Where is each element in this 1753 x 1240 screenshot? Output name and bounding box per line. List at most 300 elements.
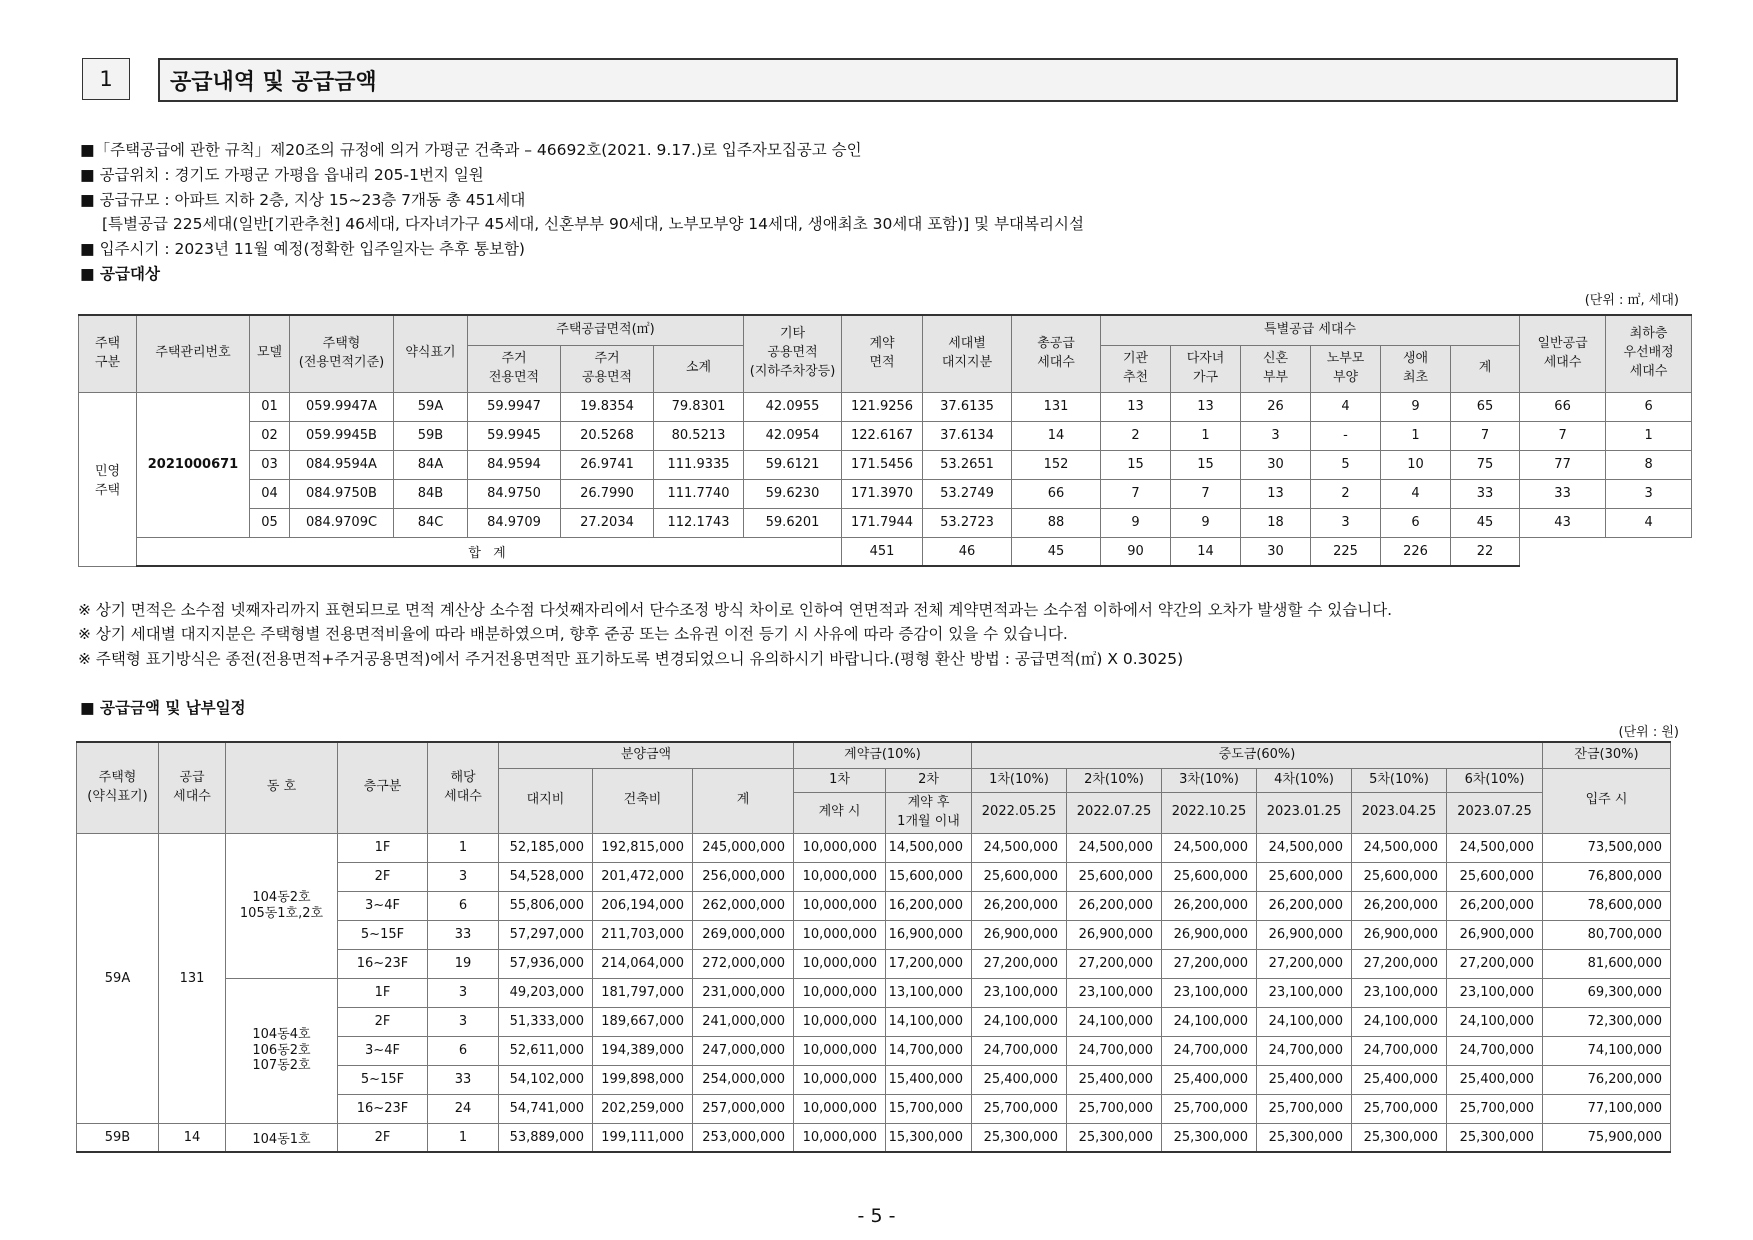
table-cell: 25,600,000	[1447, 862, 1543, 891]
table-cell: 254,000,000	[693, 1065, 794, 1094]
th-interim-payment: 중도금(60%)	[972, 742, 1543, 768]
table-cell: 77,100,000	[1543, 1094, 1671, 1123]
table-cell: 26,900,000	[1067, 920, 1162, 949]
th-building-cost: 건축비	[593, 768, 693, 833]
table-cell: 1	[428, 1123, 499, 1152]
table-cell: 59.9947	[468, 392, 561, 421]
table-cell: 73,500,000	[1543, 833, 1671, 862]
table-cell: 13	[1171, 392, 1241, 421]
table-cell: 27,200,000	[1447, 949, 1543, 978]
table-cell: 7	[1171, 479, 1241, 508]
table-cell: 24,100,000	[1352, 1007, 1447, 1036]
table-cell: 59.6121	[744, 450, 842, 479]
table-cell: 23,100,000	[1162, 978, 1257, 1007]
table-cell: 84C	[394, 508, 468, 537]
table-cell: 25,300,000	[1352, 1123, 1447, 1152]
table-total-row	[79, 537, 1692, 566]
table-cell: 253,000,000	[693, 1123, 794, 1152]
bullet-special-supply: [특별공급 225세대(일반[기관추천] 46세대, 다자녀가구 45세대, 신혼부부 90세대, 노부모부양 14세대, 생애최초 30세대 포함)] 및 부대복리시설	[102, 215, 1084, 233]
table-cell: 5~15F	[338, 920, 428, 949]
table-cell: 6	[428, 891, 499, 920]
th-newlywed: 신혼 부부	[1241, 345, 1311, 392]
table-cell: 3	[428, 862, 499, 891]
table-cell: 03	[250, 450, 290, 479]
table-cell: 53.2749	[923, 479, 1012, 508]
th-down-2nd-when: 계약 후 1개월 이내	[886, 792, 972, 833]
table-cell: 84.9594	[468, 450, 561, 479]
price-schedule-table	[76, 741, 1671, 1153]
table-cell: 84.9709	[468, 508, 561, 537]
table-cell: 15	[1171, 450, 1241, 479]
table-cell: 51,333,000	[499, 1007, 593, 1036]
table-cell: 199,111,000	[593, 1123, 693, 1152]
th-general-supply: 일반공급 세대수	[1520, 315, 1606, 392]
table-cell: 23,100,000	[1067, 978, 1162, 1007]
th-total-supply: 총공급 세대수	[1012, 315, 1101, 392]
th-interim-6: 6차(10%)	[1447, 768, 1543, 792]
table-cell: 214,064,000	[593, 949, 693, 978]
table-cell: 272,000,000	[693, 949, 794, 978]
th-area-subtotal: 소계	[654, 345, 744, 392]
table-cell: 27,200,000	[1257, 949, 1352, 978]
table-cell: 10,000,000	[794, 891, 886, 920]
table-cell: 194,389,000	[593, 1036, 693, 1065]
table-cell: 9	[1381, 392, 1451, 421]
table-cell: 19.8354	[561, 392, 654, 421]
table-row	[79, 508, 1692, 537]
table-cell: 6	[1381, 508, 1451, 537]
th-interim-5-date: 2023.04.25	[1352, 792, 1447, 833]
table-cell: 25,700,000	[1162, 1094, 1257, 1123]
table-cell: 65	[1451, 392, 1520, 421]
table-cell: 084.9750B	[290, 479, 394, 508]
table-cell: 24,500,000	[1447, 833, 1543, 862]
building-unit-cell: 104동4호 106동2호 107동2호	[226, 978, 338, 1123]
building-unit-cell: 104동2호 105동1호,2호	[226, 833, 338, 978]
table-cell: 76,800,000	[1543, 862, 1671, 891]
th-other-common-area: 기타 공용면적 (지하주차장등)	[744, 315, 842, 392]
th-land-share: 세대별 대지지분	[923, 315, 1012, 392]
table-cell: 4	[1606, 508, 1692, 537]
page-number: - 5 -	[857, 1205, 896, 1227]
table-cell: 10,000,000	[794, 1036, 886, 1065]
table-cell: 201,472,000	[593, 862, 693, 891]
table-row	[79, 450, 1692, 479]
table-cell: 059.9947A	[290, 392, 394, 421]
table-cell: 27.2034	[561, 508, 654, 537]
table-cell: 10,000,000	[794, 1007, 886, 1036]
th-interim-3: 3차(10%)	[1162, 768, 1257, 792]
th-interim-5: 5차(10%)	[1352, 768, 1447, 792]
table-cell: 13	[1241, 479, 1311, 508]
price-schedule-title: ■ 공급금액 및 납부일정	[80, 699, 246, 717]
type-cell: 59A	[77, 833, 159, 1123]
table-cell: 059.9945B	[290, 421, 394, 450]
table-cell: 16~23F	[338, 1094, 428, 1123]
table-cell: 262,000,000	[693, 891, 794, 920]
table-cell: -	[1311, 421, 1381, 450]
table-cell: 84B	[394, 479, 468, 508]
table-cell: 59.6201	[744, 508, 842, 537]
table-cell: 01	[250, 392, 290, 421]
table-cell: 1	[1381, 421, 1451, 450]
table-cell: 23,100,000	[1352, 978, 1447, 1007]
table-cell: 24,100,000	[1067, 1007, 1162, 1036]
table-cell: 9	[1171, 508, 1241, 537]
table-cell: 88	[1012, 508, 1101, 537]
bullet-location: ■ 공급위치 : 경기도 가평군 가평읍 읍내리 205-1번지 일원	[80, 166, 484, 184]
th-land-cost: 대지비	[499, 768, 593, 833]
table-cell: 53.2651	[923, 450, 1012, 479]
table-cell: 66	[1520, 392, 1606, 421]
table-cell: 26,900,000	[972, 920, 1067, 949]
table-cell: 55,806,000	[499, 891, 593, 920]
table-cell: 20.5268	[561, 421, 654, 450]
table-cell: 26,200,000	[1447, 891, 1543, 920]
table-cell: 26,900,000	[1257, 920, 1352, 949]
table-cell: 3	[428, 978, 499, 1007]
table-cell: 121.9256	[842, 392, 923, 421]
table-cell: 15,600,000	[886, 862, 972, 891]
table-cell: 25,700,000	[1067, 1094, 1162, 1123]
table-cell: 37.6134	[923, 421, 1012, 450]
table-cell: 256,000,000	[693, 862, 794, 891]
bullet-approval: ■「주택공급에 관한 규칙」제20조의 규정에 의거 가평군 건축과 – 46692호(2021. 9.17.)로 입주자모집공고 승인	[80, 141, 862, 159]
table-cell: 25,300,000	[1067, 1123, 1162, 1152]
bullet-scale: ■ 공급규모 : 아파트 지하 2층, 지상 15~23층 7개동 총 451세대	[80, 191, 526, 209]
table-row	[79, 479, 1692, 508]
table-row	[79, 421, 1692, 450]
table-cell: 2F	[338, 1007, 428, 1036]
table-cell: 24,700,000	[1162, 1036, 1257, 1065]
table-row	[77, 833, 1671, 862]
total-cell: 90	[1101, 537, 1171, 566]
table-cell: 25,300,000	[1257, 1123, 1352, 1152]
table-cell: 59.6230	[744, 479, 842, 508]
table-cell: 25,700,000	[1352, 1094, 1447, 1123]
th-sale-price: 분양금액	[499, 742, 794, 768]
table-cell: 75	[1451, 450, 1520, 479]
table-cell: 53,889,000	[499, 1123, 593, 1152]
table-cell: 2F	[338, 862, 428, 891]
table-cell: 24,700,000	[1257, 1036, 1352, 1065]
table-cell: 122.6167	[842, 421, 923, 450]
table-cell: 26.9741	[561, 450, 654, 479]
total-cell: 22	[1451, 537, 1520, 566]
table-cell: 14,500,000	[886, 833, 972, 862]
table-cell: 57,936,000	[499, 949, 593, 978]
table-cell: 8	[1606, 450, 1692, 479]
table-cell: 13,100,000	[886, 978, 972, 1007]
th-balance: 잔금(30%)	[1543, 742, 1671, 768]
table-cell: 19	[428, 949, 499, 978]
table-cell: 171.5456	[842, 450, 923, 479]
total-cell: 45	[1012, 537, 1101, 566]
th-interim-3-date: 2022.10.25	[1162, 792, 1257, 833]
th-multi-child: 다자녀 가구	[1171, 345, 1241, 392]
total-cell: 451	[842, 537, 923, 566]
section-title: 공급내역 및 공급금액	[158, 58, 1678, 102]
table-cell: 14	[1012, 421, 1101, 450]
th-down-payment: 계약금(10%)	[794, 742, 972, 768]
table-cell: 6	[428, 1036, 499, 1065]
table-cell: 25,600,000	[1257, 862, 1352, 891]
table-cell: 25,400,000	[1352, 1065, 1447, 1094]
table-cell: 10,000,000	[794, 949, 886, 978]
table-cell: 6	[1606, 392, 1692, 421]
note-land-share: ※ 상기 세대별 대지지분은 주택형별 전용면적비율에 따라 배분하였으며, 향후 준공 또는 소유권 이전 등기 시 사유에 따라 증감이 있을 수 있습니다.	[78, 625, 1068, 643]
table-cell: 25,300,000	[972, 1123, 1067, 1152]
table-cell: 3~4F	[338, 891, 428, 920]
table-cell: 3	[1606, 479, 1692, 508]
table-cell: 25,600,000	[1067, 862, 1162, 891]
table-cell: 3	[428, 1007, 499, 1036]
table-cell: 24,500,000	[1067, 833, 1162, 862]
table-cell: 10,000,000	[794, 833, 886, 862]
table-cell: 25,400,000	[972, 1065, 1067, 1094]
table-cell: 152	[1012, 450, 1101, 479]
table-cell: 1F	[338, 978, 428, 1007]
table-cell: 17,200,000	[886, 949, 972, 978]
table-cell: 84.9750	[468, 479, 561, 508]
table-cell: 33	[428, 1065, 499, 1094]
table-cell: 192,815,000	[593, 833, 693, 862]
table-cell: 54,741,000	[499, 1094, 593, 1123]
table-cell: 131	[1012, 392, 1101, 421]
table-cell: 25,600,000	[1162, 862, 1257, 891]
table-cell: 72,300,000	[1543, 1007, 1671, 1036]
table-cell: 111.9335	[654, 450, 744, 479]
table-cell: 10	[1381, 450, 1451, 479]
table-cell: 24,500,000	[1257, 833, 1352, 862]
table-cell: 24,500,000	[1162, 833, 1257, 862]
th-housing-category: 주택 구분	[79, 315, 137, 392]
supply-units-cell: 131	[159, 833, 226, 1123]
table-cell: 24,700,000	[1067, 1036, 1162, 1065]
table-cell: 1F	[338, 833, 428, 862]
th-institution: 기관 추천	[1101, 345, 1171, 392]
table-cell: 2F	[338, 1123, 428, 1152]
th-interim-2-date: 2022.07.25	[1067, 792, 1162, 833]
table-cell: 25,400,000	[1162, 1065, 1257, 1094]
table-cell: 84A	[394, 450, 468, 479]
table-cell: 16,200,000	[886, 891, 972, 920]
th-price-sum: 계	[693, 768, 794, 833]
table-cell: 25,700,000	[1447, 1094, 1543, 1123]
th-interim-4: 4차(10%)	[1257, 768, 1352, 792]
table-cell: 24,100,000	[972, 1007, 1067, 1036]
table-cell: 30	[1241, 450, 1311, 479]
th-special-supply: 특별공급 세대수	[1101, 315, 1520, 345]
table-cell: 084.9594A	[290, 450, 394, 479]
bullet-move-in: ■ 입주시기 : 2023년 11월 예정(정확한 입주일자는 추후 통보함)	[80, 240, 525, 258]
table-cell: 24,100,000	[1257, 1007, 1352, 1036]
table-cell: 15	[1101, 450, 1171, 479]
table-cell: 26,900,000	[1162, 920, 1257, 949]
table-cell: 26	[1241, 392, 1311, 421]
table-row	[77, 978, 1671, 1007]
table-cell: 80,700,000	[1543, 920, 1671, 949]
unit-label-area: (단위 : ㎡, 세대)	[1584, 293, 1679, 308]
th-floor-range: 층구분	[338, 742, 428, 833]
table-cell: 25,700,000	[1257, 1094, 1352, 1123]
table-cell: 1	[1171, 421, 1241, 450]
total-cell: 14	[1171, 537, 1241, 566]
table-cell: 76,200,000	[1543, 1065, 1671, 1094]
total-cell: 225	[1311, 537, 1381, 566]
table-cell: 59B	[394, 421, 468, 450]
table-cell: 75,900,000	[1543, 1123, 1671, 1152]
th-abbreviation: 약식표기	[394, 315, 468, 392]
table-cell: 4	[1381, 479, 1451, 508]
table-cell: 59A	[394, 392, 468, 421]
table-cell: 42.0954	[744, 421, 842, 450]
table-cell: 24,700,000	[1352, 1036, 1447, 1065]
th-special-total: 계	[1451, 345, 1520, 392]
table-cell: 1	[428, 833, 499, 862]
table-cell: 247,000,000	[693, 1036, 794, 1065]
table-cell: 3	[1311, 508, 1381, 537]
table-cell: 111.7740	[654, 479, 744, 508]
table-cell: 23,100,000	[1447, 978, 1543, 1007]
table-cell: 54,528,000	[499, 862, 593, 891]
table-cell: 3~4F	[338, 1036, 428, 1065]
th-elderly-parents: 노부모 부양	[1311, 345, 1381, 392]
table-cell: 231,000,000	[693, 978, 794, 1007]
supply-target-title: ■ 공급대상	[80, 265, 160, 283]
table-cell: 37.6135	[923, 392, 1012, 421]
table-cell: 49,203,000	[499, 978, 593, 1007]
table-cell: 10,000,000	[794, 920, 886, 949]
total-label-cell: 합 계	[137, 537, 842, 566]
note-type-notation: ※ 주택형 표기방식은 종전(전용면적+주거공용면적)에서 주거전용면적만 표기하도록 변경되었으니 유의하시기 바랍니다.(평형 환산 방법 : 공급면적(㎡) X 0.3025)	[78, 650, 1184, 668]
table-cell: 211,703,000	[593, 920, 693, 949]
table-cell: 52,185,000	[499, 833, 593, 862]
table-cell: 10,000,000	[794, 1123, 886, 1152]
table-cell: 10,000,000	[794, 862, 886, 891]
table-cell: 26,200,000	[1352, 891, 1447, 920]
table-cell: 18	[1241, 508, 1311, 537]
table-cell: 25,600,000	[972, 862, 1067, 891]
section-number: 1	[82, 58, 130, 100]
th-unit-count: 해당 세대수	[428, 742, 499, 833]
table-cell: 52,611,000	[499, 1036, 593, 1065]
table-cell: 33	[1451, 479, 1520, 508]
th-contract-area: 계약 면적	[842, 315, 923, 392]
table-cell: 5~15F	[338, 1065, 428, 1094]
table-cell: 25,400,000	[1447, 1065, 1543, 1094]
table-cell: 26,200,000	[1067, 891, 1162, 920]
table-cell: 53.2723	[923, 508, 1012, 537]
table-cell: 25,700,000	[972, 1094, 1067, 1123]
table-cell: 33	[428, 920, 499, 949]
table-cell: 7	[1520, 421, 1606, 450]
table-cell: 25,600,000	[1352, 862, 1447, 891]
table-cell: 80.5213	[654, 421, 744, 450]
table-cell: 54,102,000	[499, 1065, 593, 1094]
table-cell: 1	[1606, 421, 1692, 450]
table-cell: 27,200,000	[1067, 949, 1162, 978]
th-lowest-floor-priority: 최하층 우선배정 세대수	[1606, 315, 1692, 392]
table-cell: 245,000,000	[693, 833, 794, 862]
unit-label-won: (단위 : 원)	[1618, 725, 1679, 740]
table-cell: 14,700,000	[886, 1036, 972, 1065]
table-cell: 4	[1311, 392, 1381, 421]
table-cell: 77	[1520, 450, 1606, 479]
table-cell: 14	[159, 1123, 226, 1152]
table-cell: 24,100,000	[1162, 1007, 1257, 1036]
table-cell: 23,100,000	[972, 978, 1067, 1007]
table-cell: 171.3970	[842, 479, 923, 508]
table-cell: 25,300,000	[1447, 1123, 1543, 1152]
table-cell: 3	[1241, 421, 1311, 450]
table-cell: 66	[1012, 479, 1101, 508]
table-cell: 25,400,000	[1257, 1065, 1352, 1094]
table-cell: 26,200,000	[1257, 891, 1352, 920]
th-model: 모델	[250, 315, 290, 392]
table-cell: 69,300,000	[1543, 978, 1671, 1007]
table-cell: 42.0955	[744, 392, 842, 421]
table-cell: 24,100,000	[1447, 1007, 1543, 1036]
table-cell: 59B	[77, 1123, 159, 1152]
table-cell: 26,200,000	[1162, 891, 1257, 920]
table-cell: 57,297,000	[499, 920, 593, 949]
th-interim-2: 2차(10%)	[1067, 768, 1162, 792]
table-cell: 26.7990	[561, 479, 654, 508]
table-cell: 5	[1311, 450, 1381, 479]
total-cell: 226	[1381, 537, 1451, 566]
supply-target-table	[78, 314, 1692, 567]
table-cell: 23,100,000	[1257, 978, 1352, 1007]
table-cell: 05	[250, 508, 290, 537]
th-exclusive-area: 주거 전용면적	[468, 345, 561, 392]
table-cell: 2	[1101, 421, 1171, 450]
table-cell: 24,500,000	[1352, 833, 1447, 862]
th-first-time: 생애 최초	[1381, 345, 1451, 392]
table-cell: 202,259,000	[593, 1094, 693, 1123]
table-cell: 24	[428, 1094, 499, 1123]
table-cell: 199,898,000	[593, 1065, 693, 1094]
housing-category-cell: 민영 주택	[79, 392, 137, 566]
th-interim-1: 1차(10%)	[972, 768, 1067, 792]
th-supply-area: 주택공급면적(㎡)	[468, 315, 744, 345]
table-cell: 10,000,000	[794, 1065, 886, 1094]
table-cell: 181,797,000	[593, 978, 693, 1007]
th-common-area: 주거 공용면적	[561, 345, 654, 392]
table-cell: 084.9709C	[290, 508, 394, 537]
th-housing-type: 주택형 (전용면적기준)	[290, 315, 394, 392]
table-cell: 81,600,000	[1543, 949, 1671, 978]
table-cell: 10,000,000	[794, 978, 886, 1007]
table-cell: 15,400,000	[886, 1065, 972, 1094]
table-cell: 24,500,000	[972, 833, 1067, 862]
table-cell: 27,200,000	[1162, 949, 1257, 978]
table-cell: 25,400,000	[1067, 1065, 1162, 1094]
table-cell: 269,000,000	[693, 920, 794, 949]
table-cell: 24,700,000	[972, 1036, 1067, 1065]
table-cell: 04	[250, 479, 290, 508]
table-cell: 7	[1101, 479, 1171, 508]
table-cell: 27,200,000	[972, 949, 1067, 978]
th-building-unit: 동 호	[226, 742, 338, 833]
th-down-1st-when: 계약 시	[794, 792, 886, 833]
management-number-cell: 2021000671	[137, 392, 250, 537]
th-supply-units: 공급 세대수	[159, 742, 226, 833]
table-cell: 26,900,000	[1447, 920, 1543, 949]
table-cell: 16~23F	[338, 949, 428, 978]
table-cell: 2	[1311, 479, 1381, 508]
table-cell: 9	[1101, 508, 1171, 537]
